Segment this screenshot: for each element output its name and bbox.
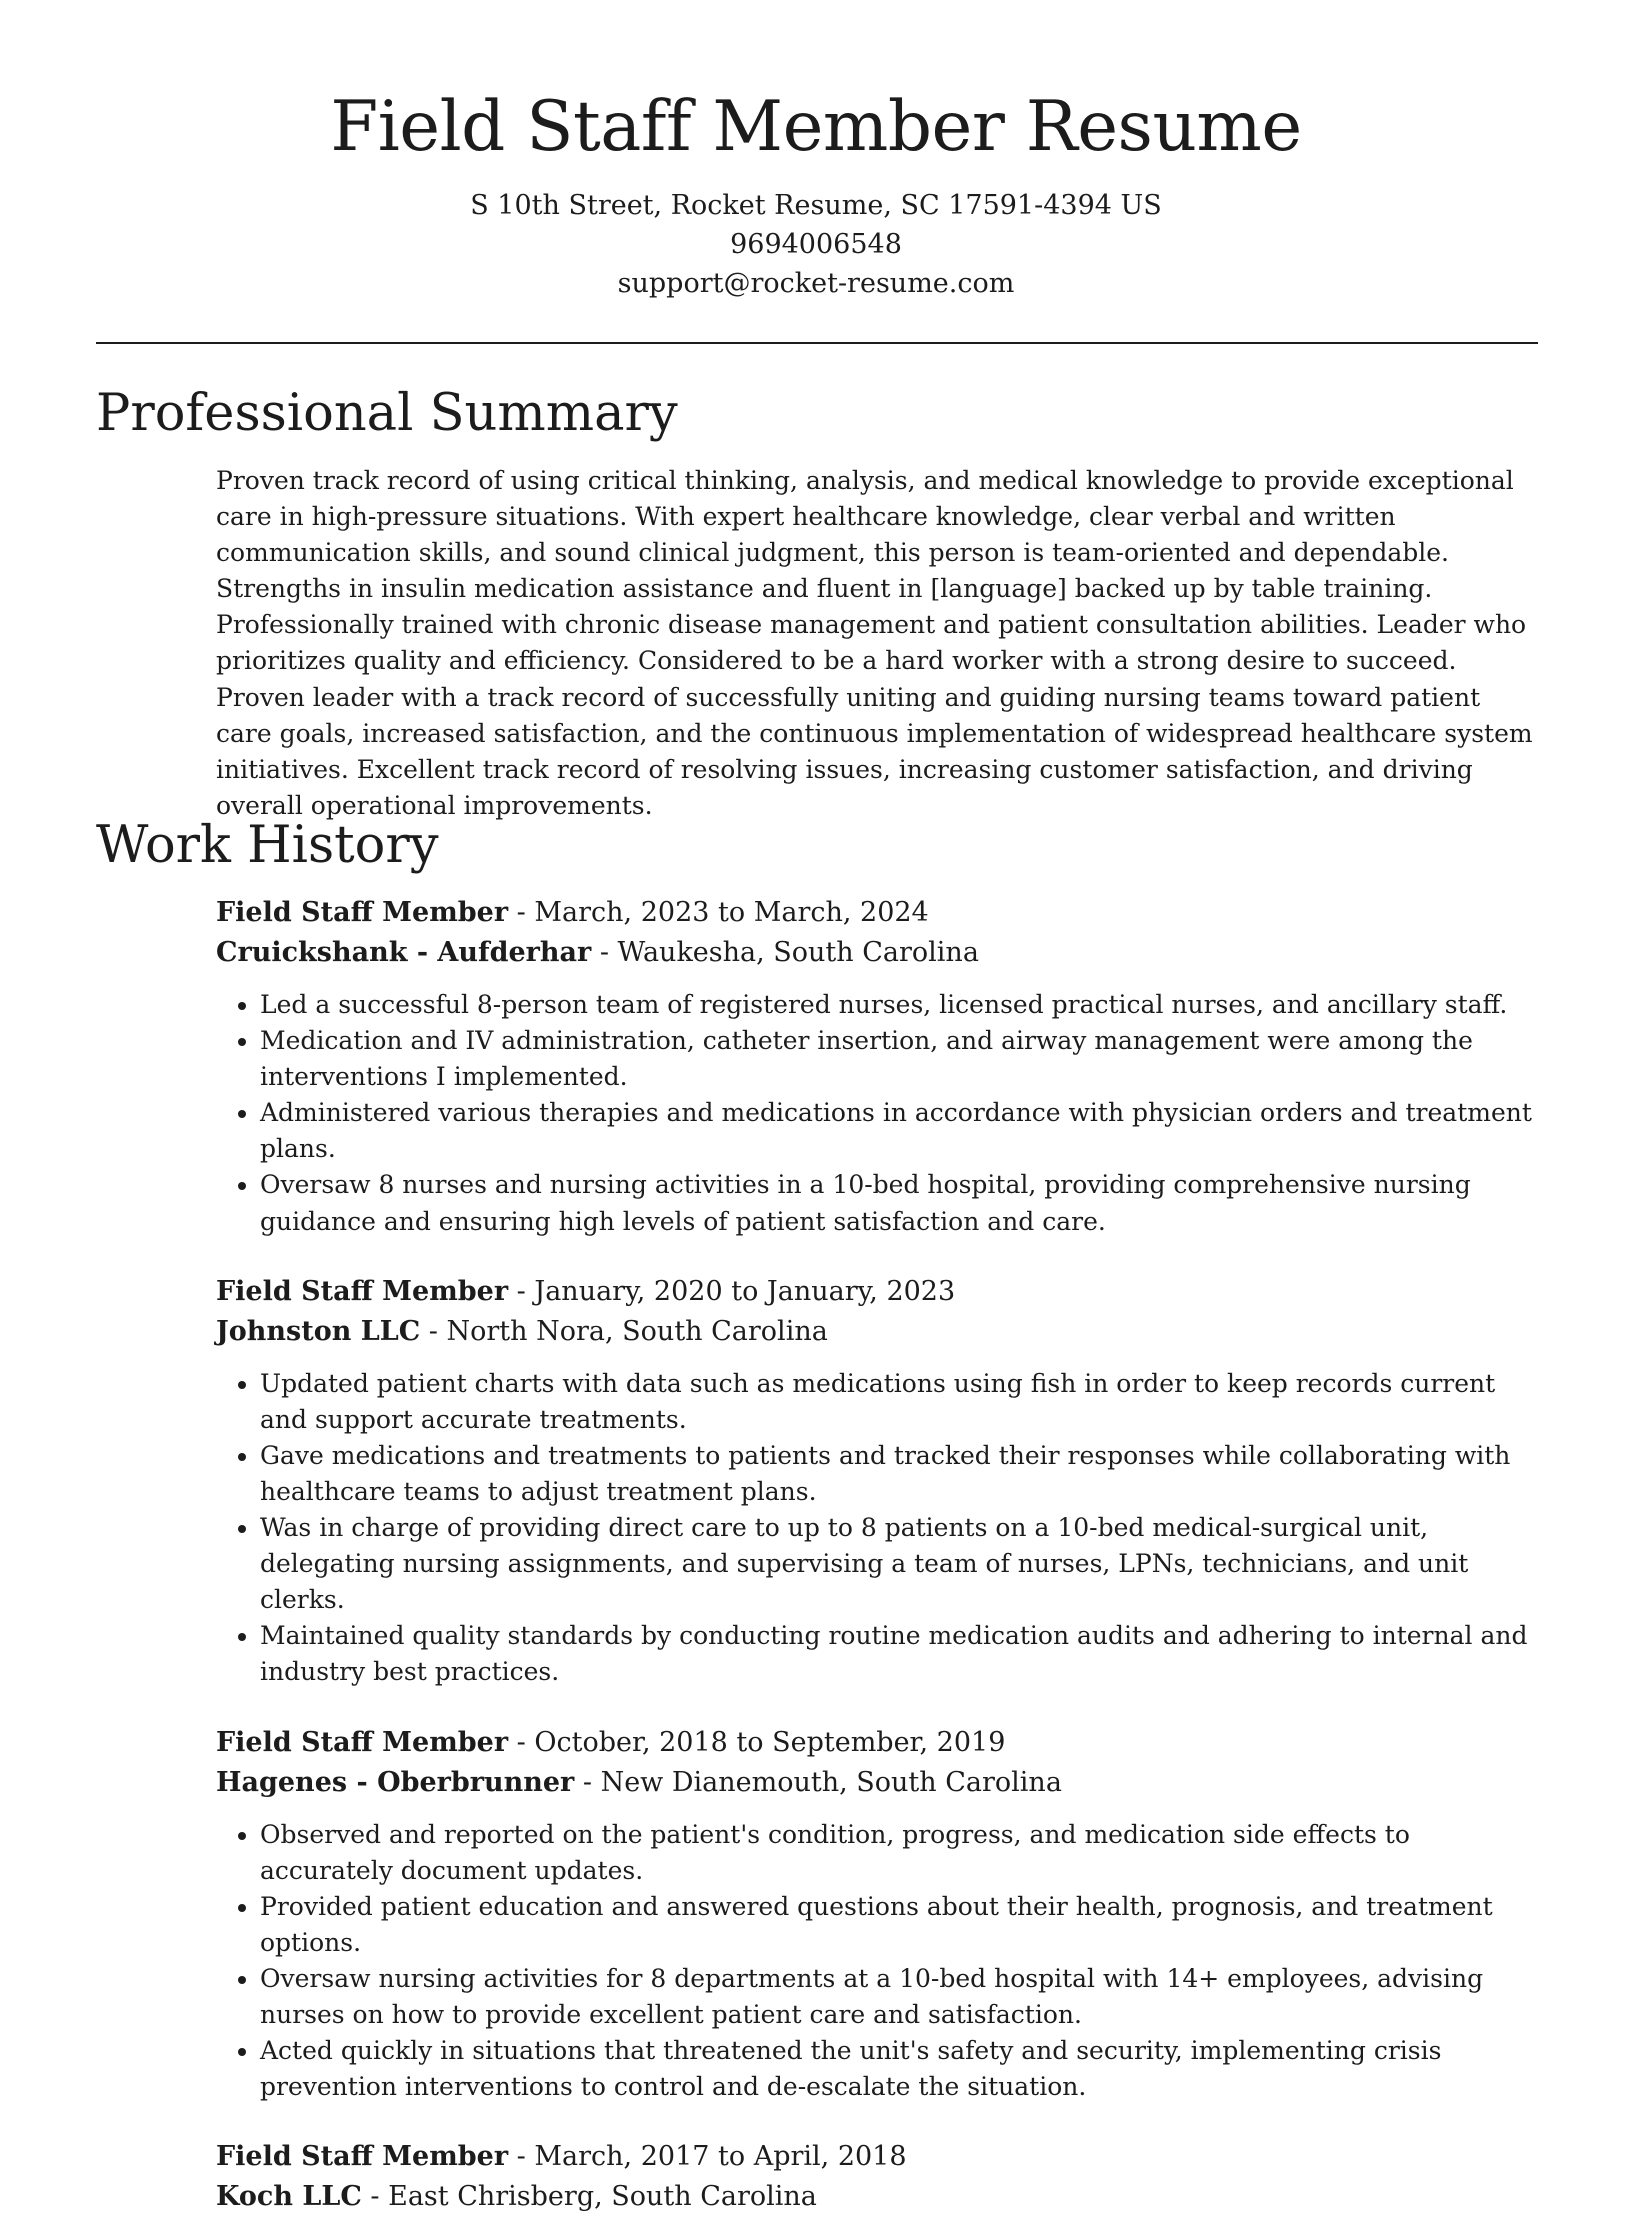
- separator: -: [591, 937, 618, 968]
- spacer: [216, 1691, 1536, 1723]
- job-entry: [216, 893, 1536, 1240]
- job-title: Field Staff Member: [216, 1275, 509, 1307]
- separator: -: [574, 1766, 601, 1798]
- job-company: Cruickshank - Aufderhar: [216, 937, 592, 968]
- job-bullet: • Oversaw nursing activities for 8 departments at a 10-bed hospital with 14+ employees, advising nurses on how to provide excellent patient care and satisfaction.: [260, 1961, 1536, 2033]
- separator: -: [508, 1275, 535, 1307]
- resume-title: Field Staff Member Resume: [330, 87, 1302, 167]
- header-divider: [96, 342, 1538, 344]
- job-dates: October, 2018 to September, 2019: [534, 1726, 1006, 1758]
- resume-header: [0, 0, 1632, 303]
- job-company-line: [216, 933, 1536, 973]
- job-title: Field Staff Member: [216, 897, 509, 928]
- job-bullet: • Observed and reported on the patient's condition, progress, and medication side effects to accurately document updates.: [260, 1817, 1536, 1889]
- job-entry: [216, 1723, 1536, 2106]
- phone: 9694006548: [730, 229, 902, 260]
- job-company: Hagenes - Oberbrunner: [216, 1766, 575, 1798]
- job-entry: [216, 1272, 1536, 1691]
- job-location: Waukesha, South Carolina: [617, 937, 979, 968]
- summary-heading: Professional Summary: [96, 384, 678, 443]
- work-history-list: [216, 893, 1536, 2217]
- job-bullet: • Updated patient charts with data such as medications using fish in order to keep records current and support accurate treatments.: [260, 1366, 1536, 1438]
- job-bullet: • Oversaw 8 nurses and nursing activities in a 10-bed hospital, providing comprehensive nursing guidance and ensuring high levels of patient satisfaction and care.: [260, 1167, 1536, 1239]
- job-bullets: [216, 1817, 1536, 2106]
- job-location: East Chrisberg, South Carolina: [388, 2181, 817, 2213]
- job-title: Field Staff Member: [216, 1726, 509, 1758]
- separator: -: [508, 2141, 535, 2173]
- summary-text: Proven track record of using critical thinking, analysis, and medical knowledge to provide exceptional care in high-pressure situations. With expert healthcare knowledge, clear verbal and written communication skills, and sound clinical judgment, this person is team-oriented and dependable. Strengths in insulin medication assistance and fluent in [language] backed up by table training. Professionally trained with chronic disease management and patient consultation abilities. Leader who prioritizes quality and efficiency. Considered to be a hard worker with a strong desire to succeed. Proven leader with a track record of successfully uniting and guiding nursing teams toward patient care goals, increased satisfaction, and the continuous implementation of widespread healthcare system initiatives. Excellent track record of resolving issues, increasing customer satisfaction, and driving overall operational improvements.: [216, 466, 1533, 820]
- job-bullet: • Acted quickly in situations that threatened the unit's safety and security, implementing crisis prevention interventions to control and de-escalate the situation.: [260, 2033, 1536, 2105]
- contact-info: [0, 186, 1632, 303]
- job-bullets: [216, 987, 1536, 1240]
- email: support@rocket-resume.com: [617, 268, 1015, 299]
- job-dates: January, 2020 to January, 2023: [534, 1275, 956, 1307]
- address: S 10th Street, Rocket Resume, SC 17591-4394 US: [470, 190, 1162, 221]
- separator: -: [508, 897, 535, 928]
- job-entry: [216, 2137, 1536, 2217]
- job-company-line: [216, 1312, 1536, 1352]
- job-bullet: • Medication and IV administration, catheter insertion, and airway management were among the interventions I implemented.: [260, 1023, 1536, 1095]
- job-company-line: [216, 1763, 1536, 1803]
- spacer: [216, 2105, 1536, 2137]
- spacer: [216, 1240, 1536, 1272]
- job-bullet: • Maintained quality standards by conducting routine medication audits and adhering to internal and industry best practices.: [260, 1618, 1536, 1690]
- job-bullet: • Provided patient education and answered questions about their health, prognosis, and treatment options.: [260, 1889, 1536, 1961]
- job-company: Koch LLC: [216, 2181, 362, 2213]
- job-title-line: [216, 2137, 1536, 2177]
- job-bullet: • Was in charge of providing direct care to up to 8 patients on a 10-bed medical-surgical unit, delegating nursing assignments, and supervising a team of nurses, LPNs, technicians, and unit clerks.: [260, 1510, 1536, 1618]
- job-bullet: • Gave medications and treatments to patients and tracked their responses while collaborating with healthcare teams to adjust treatment plans.: [260, 1438, 1536, 1510]
- separator: -: [420, 1315, 447, 1347]
- job-location: New Dianemouth, South Carolina: [600, 1766, 1062, 1798]
- separator: -: [361, 2181, 389, 2213]
- job-dates: March, 2023 to March, 2024: [534, 897, 929, 928]
- job-company-line: [216, 2177, 1536, 2217]
- job-bullets: [216, 1366, 1536, 1691]
- job-location: North Nora, South Carolina: [446, 1315, 828, 1347]
- job-bullet: • Administered various therapies and medications in accordance with physician orders and treatment plans.: [260, 1095, 1536, 1167]
- job-title: Field Staff Member: [216, 2141, 509, 2173]
- separator: -: [508, 1726, 535, 1758]
- job-title-line: [216, 1272, 1536, 1312]
- job-company: Johnston LLC: [216, 1315, 421, 1347]
- work-history-heading: Work History: [96, 816, 439, 875]
- job-title-line: [216, 1723, 1536, 1763]
- job-bullet: • Led a successful 8-person team of registered nurses, licensed practical nurses, and ancillary staff.: [260, 987, 1536, 1023]
- job-title-line: [216, 893, 1536, 933]
- job-dates: March, 2017 to April, 2018: [534, 2141, 907, 2173]
